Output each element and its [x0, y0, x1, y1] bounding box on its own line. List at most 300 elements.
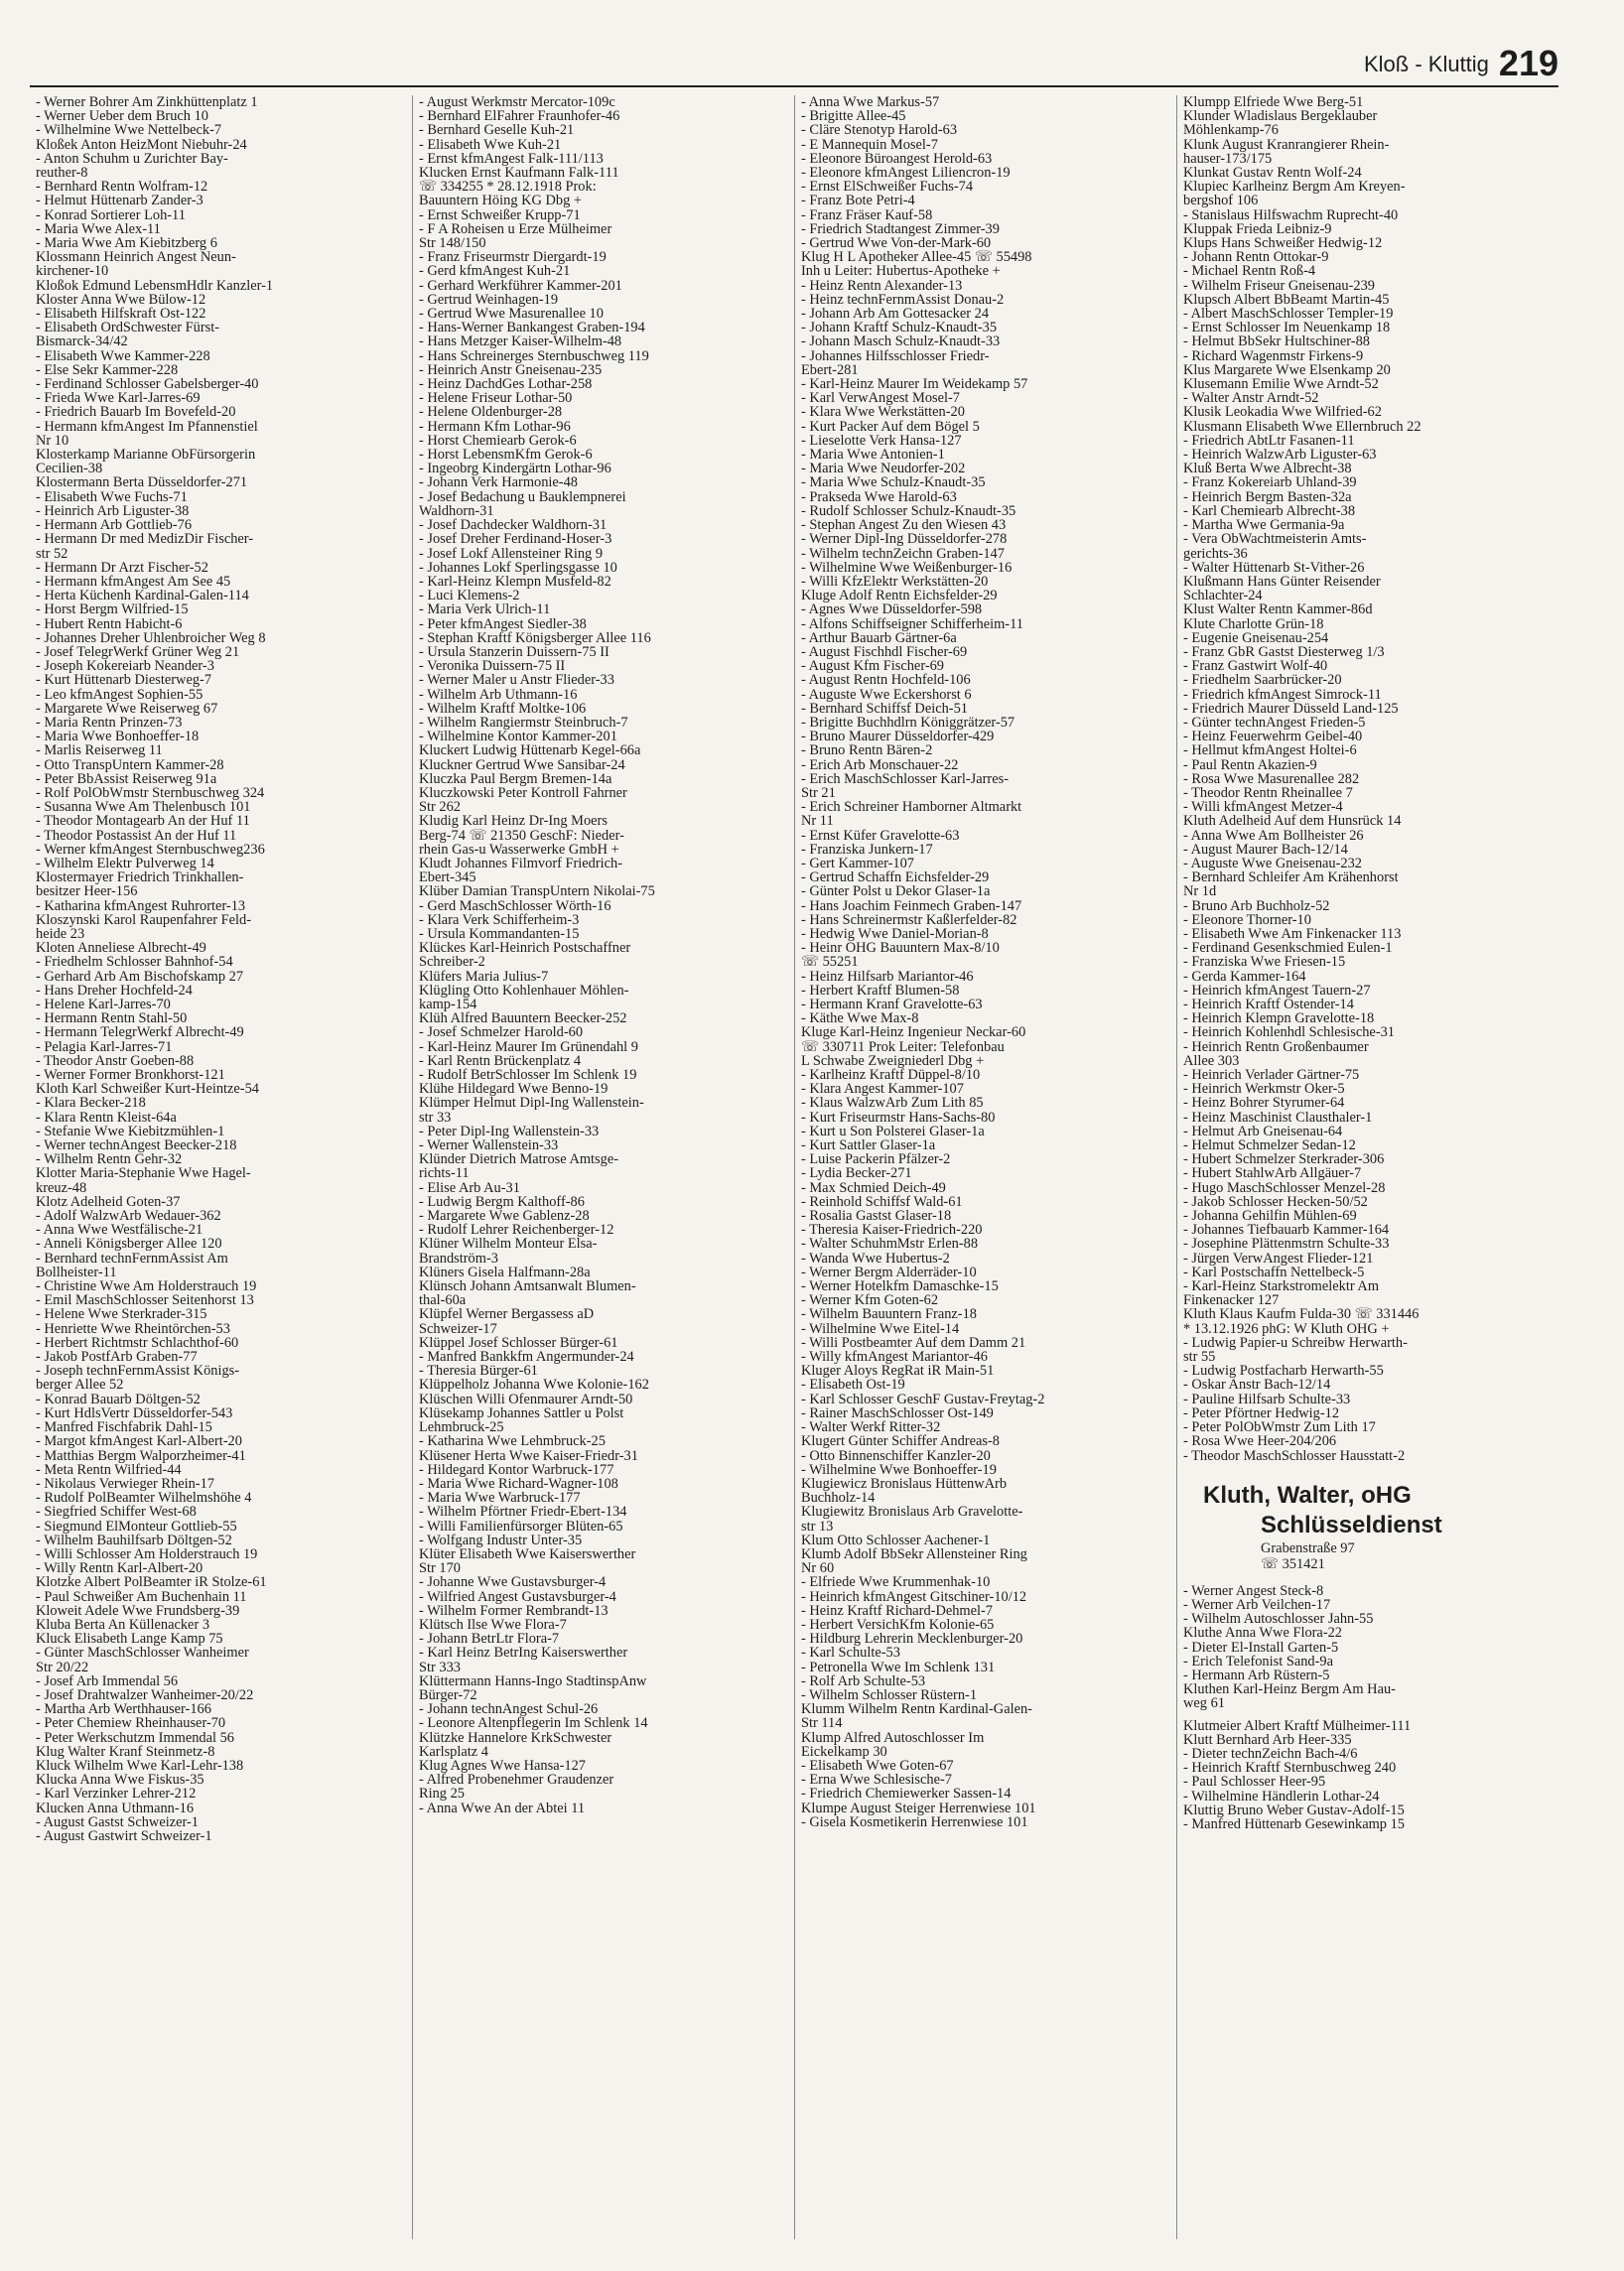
directory-entry: Karlsplatz 4	[419, 1744, 488, 1759]
directory-entry: Kloßok Edmund LebensmHdlr Kanzler-1	[36, 278, 274, 293]
directory-entry: - Jakob PostfArb Graben-77	[36, 1350, 198, 1365]
directory-entry: - Bernhard Geselle Kuh-21	[419, 123, 575, 138]
directory-entry: Nr 10	[36, 433, 69, 449]
directory-entry: - Pauline Hilfsarb Schulte-33	[1183, 1392, 1351, 1406]
directory-entry: - Wanda Wwe Hubertus-2	[801, 1251, 950, 1266]
directory-entry: - Friedrich AbtLtr Fasanen-11	[1183, 433, 1355, 449]
directory-entry: - Johann Kraftf Schulz-Knaudt-35	[801, 321, 998, 335]
directory-entry: weg 61	[1183, 1696, 1225, 1711]
directory-entry: heide 23	[36, 926, 85, 942]
directory-entry: Kludig Karl Heinz Dr-Ing Moers	[419, 814, 608, 829]
directory-entry: - Heinz Kraftf Richard-Dehmel-7	[801, 1603, 993, 1618]
directory-entry: - Karl VerwAngest Mosel-7	[801, 391, 960, 406]
directory-entry: - Peter Pförtner Hedwig-12	[1183, 1405, 1340, 1421]
directory-entry: - Wilhelm Pförtner Friedr-Ebert-134	[419, 1505, 627, 1520]
directory-entry: - Wilfried Angest Gustavsburger-4	[419, 1589, 616, 1604]
directory-entry: Kluth Klaus Kaufm Fulda-30 ☏ 331446	[1183, 1307, 1420, 1322]
directory-entry: - Reinhold Schiffsf Wald-61	[801, 1194, 963, 1210]
directory-entry: - Hans Schreinermstr Kaßlerfelder-82	[801, 912, 1017, 927]
directory-entry: Klug H L Apotheker Allee-45 ☏ 55498	[801, 250, 1032, 265]
directory-entry: - Josef Dachdecker Waldhorn-31	[419, 518, 608, 533]
directory-entry: - Paul Schweißer Am Buchenhain 11	[36, 1589, 247, 1604]
directory-entry: Ring 25	[419, 1787, 465, 1802]
directory-entry: Klütsch Ilse Wwe Flora-7	[419, 1617, 567, 1633]
directory-entry: - Frieda Wwe Karl-Jarres-69	[36, 391, 201, 406]
directory-entry: Kloßek Anton HeizMont Niebuhr-24	[36, 137, 247, 152]
directory-entry: - Elisabeth Wwe Fuchs-71	[36, 489, 188, 504]
directory-entry: - Ursula Kommandanten-15	[419, 926, 580, 942]
directory-entry: - Matthias Bergm Walporzheimer-41	[36, 1448, 246, 1463]
advert-title: Kluth, Walter, oHG	[1203, 1481, 1412, 1509]
directory-entry: - Maria Wwe Neudorfer-202	[801, 462, 966, 476]
directory-entry: Klüttermann Hanns-Ingo StadtinspAnw	[419, 1673, 647, 1688]
directory-entry: Kluck Wilhelm Wwe Karl-Lehr-138	[36, 1758, 244, 1774]
directory-entry: - Gerhard Arb Am Bischofskamp 27	[36, 969, 244, 984]
directory-entry: - Herbert Richtmstr Schlachthof-60	[36, 1335, 239, 1351]
directory-entry: - Heinrich Rentn Großenbaumer	[1183, 1039, 1369, 1054]
directory-entry: - Anton Schuhm u Zurichter Bay-	[36, 151, 228, 167]
directory-entry: - Eleonore Büroangest Herold-63	[801, 151, 993, 167]
directory-entry: Schlachter-24	[1183, 589, 1263, 603]
directory-entry: - Herbert Kraftf Blumen-58	[801, 983, 960, 998]
directory-entry: - Margarete Wwe Gablenz-28	[419, 1209, 590, 1224]
directory-entry: - Bernhard technFernmAssist Am	[36, 1251, 228, 1266]
directory-entry: Ebert-345	[419, 870, 476, 885]
directory-entry: - Johanna Gehilfin Mühlen-69	[1183, 1209, 1357, 1224]
directory-entry: - Heinz Rentn Alexander-13	[801, 278, 963, 293]
directory-entry: - Brigitte Buchhdlrn Königgrätzer-57	[801, 715, 1015, 731]
directory-entry: Kluczka Paul Bergm Bremen-14a	[419, 771, 612, 786]
directory-entry: Klusik Leokadia Wwe Wilfried-62	[1183, 405, 1382, 420]
directory-entry: - August Kfm Fischer-69	[801, 659, 945, 674]
directory-entry: - Adolf WalzwArb Wedauer-362	[36, 1209, 221, 1224]
directory-entry: - Wilhelm Schlosser Rüstern-1	[801, 1687, 978, 1703]
directory-entry: Klugiewitz Bronislaus Arb Gravelotte-	[801, 1505, 1023, 1520]
directory-entry: Klucka Anna Wwe Fiskus-35	[36, 1773, 204, 1788]
directory-entry: - Werner Former Bronkhorst-121	[36, 1068, 225, 1083]
directory-entry: - Johanne Wwe Gustavsburger-4	[419, 1575, 607, 1590]
directory-entry: - Jürgen VerwAngest Flieder-121	[1183, 1251, 1374, 1266]
directory-entry: Klumpe August Steiger Herrenwiese 101	[801, 1801, 1036, 1815]
directory-entry: - Rosalia Gastst Glaser-18	[801, 1209, 952, 1224]
directory-entry: - August Werkmstr Mercator-109c	[419, 95, 615, 110]
directory-entry: - Hugo MaschSchlosser Menzel-28	[1183, 1180, 1386, 1195]
directory-entry: - Max Schmied Deich-49	[801, 1180, 946, 1195]
directory-entry: - Meta Rentn Wilfried-44	[36, 1462, 182, 1477]
directory-entry: - Günter MaschSchlosser Wanheimer	[36, 1646, 249, 1661]
directory-entry: - Peter Werkschutzm Immendal 56	[36, 1730, 234, 1745]
directory-entry: richts-11	[419, 1166, 470, 1181]
directory-entry: Klückes Karl-Heinrich Postschaffner	[419, 941, 631, 956]
directory-entry: ☏ 334255 * 28.12.1918 Prok:	[419, 180, 597, 195]
directory-entry: - Theresia Kaiser-Friedrich-220	[801, 1223, 983, 1238]
directory-entry: - Hildegard Kontor Warbruck-177	[419, 1462, 614, 1477]
directory-entry: Kloweit Adele Wwe Frundsberg-39	[36, 1603, 240, 1618]
directory-entry: Klützke Hannelore KrkSchwester	[419, 1730, 612, 1745]
directory-entry: - Stefanie Wwe Kiebitzmühlen-1	[36, 1124, 225, 1139]
directory-entry: - Siegmund ElMonteur Gottlieb-55	[36, 1519, 237, 1534]
running-head: Kloß - Kluttig	[1363, 52, 1489, 76]
directory-entry: - Willi Familienfürsorger Blüten-65	[419, 1519, 623, 1534]
directory-entry: - Werner Hotelkfm Damaschke-15	[801, 1279, 999, 1294]
directory-entry: Klumpp Elfriede Wwe Berg-51	[1183, 95, 1364, 110]
directory-entry: - Siegfried Schiffer West-68	[36, 1505, 197, 1520]
directory-entry: Klüppel Josef Schlosser Bürger-61	[419, 1335, 618, 1351]
directory-entry: - Heinz DachdGes Lothar-258	[419, 377, 593, 392]
directory-entry: - Theodor MaschSchlosser Hausstatt-2	[1183, 1448, 1406, 1463]
advert-subtitle: Schlüsseldienst	[1261, 1511, 1442, 1538]
directory-entry: - Elise Arb Au-31	[419, 1180, 520, 1195]
directory-entry: - Werner Dipl-Ing Düsseldorfer-278	[801, 532, 1008, 547]
directory-entry: - Michael Rentn Roß-4	[1183, 264, 1316, 279]
directory-entry: - Gertrud Weinhagen-19	[419, 292, 559, 308]
directory-entry: - Franziska Wwe Friesen-15	[1183, 955, 1346, 970]
directory-entry: - Günter technAngest Frieden-5	[1183, 715, 1366, 731]
directory-entry: - Rolf Arb Schulte-53	[801, 1673, 926, 1688]
directory-entry: Brandström-3	[419, 1251, 498, 1266]
directory-entry: - Horst Bergm Wilfried-15	[36, 602, 189, 617]
directory-entry: - Ferdinand Gesenkschmied Eulen-1	[1183, 941, 1393, 956]
directory-entry: - Ursula Stanzerin Duissern-75 II	[419, 644, 609, 660]
directory-entry: - Rudolf BetrSchlosser Im Schlenk 19	[419, 1068, 637, 1083]
directory-entry: Kloth Karl Schweißer Kurt-Heintze-54	[36, 1082, 259, 1097]
directory-entry: - Lydia Becker-271	[801, 1166, 912, 1181]
directory-entry: - Josef Schmelzer Harold-60	[419, 1025, 584, 1040]
directory-entry: - Werner Bohrer Am Zinkhüttenplatz 1	[36, 95, 258, 110]
directory-entry: - Gertrud Wwe Masurenallee 10	[419, 307, 604, 322]
directory-entry: - Martha Wwe Germania-9a	[1183, 518, 1345, 533]
directory-entry: Klüner Wilhelm Monteur Elsa-	[419, 1237, 598, 1252]
directory-entry: - Konrad Bauarb Döltgen-52	[36, 1392, 201, 1406]
directory-entry: - Karlheinz Kraftf Düppel-8/10	[801, 1068, 981, 1083]
directory-entry: - Albert MaschSchlosser Templer-19	[1183, 307, 1394, 322]
directory-entry: reuther-8	[36, 166, 88, 181]
directory-entry: Klucken Anna Uthmann-16	[36, 1801, 195, 1815]
directory-entry: - Hermann Arb Gottlieb-76	[36, 518, 193, 533]
page-header	[1364, 34, 1558, 83]
directory-entry: - Josef TelegrWerkf Grüner Weg 21	[36, 644, 240, 660]
directory-entry: - Stephan Kraftf Königsberger Allee 116	[419, 630, 651, 645]
directory-entry: - Else Sekr Kammer-228	[36, 362, 179, 378]
directory-entry: - Erich Telefonist Sand-9a	[1183, 1654, 1333, 1669]
directory-entry: - Heinrich Anstr Gneisenau-235	[419, 362, 603, 378]
directory-entry: - Veronika Duissern-75 II	[419, 659, 566, 674]
directory-entry: Klugert Günter Schiffer Andreas-8	[801, 1434, 1000, 1449]
directory-entry: - Herta Küchenh Kardinal-Galen-114	[36, 589, 249, 603]
directory-entry: - Werner Kfm Goten-62	[801, 1293, 939, 1308]
directory-entry: - Hermann Kranf Gravelotte-63	[801, 998, 983, 1012]
directory-entry: - Franz Fräser Kauf-58	[801, 207, 933, 222]
directory-entry: str 55	[1183, 1350, 1216, 1365]
directory-entry: - Elisabeth Hilfskraft Ost-122	[36, 307, 206, 322]
directory-entry: - Horst Chemiearb Gerok-6	[419, 433, 577, 449]
directory-entry: - Käthe Wwe Max-8	[801, 1011, 919, 1026]
directory-entry: - Hermann TelegrWerkf Albrecht-49	[36, 1025, 244, 1040]
directory-entry: - Anna Wwe Markus-57	[801, 95, 940, 110]
directory-entry: Klump Alfred Autoschlosser Im	[801, 1730, 985, 1745]
directory-entry: - Manfred Fischfabrik Dahl-15	[36, 1420, 212, 1435]
directory-entry: - Walter Hüttenarb St-Vither-26	[1183, 560, 1365, 575]
directory-entry: - Dieter El-Install Garten-5	[1183, 1640, 1339, 1655]
directory-entry: - Otto TranspUntern Kammer-28	[36, 757, 224, 772]
directory-entry: - Stephan Angest Zu den Wiesen 43	[801, 518, 1007, 533]
directory-entry: - Ernst kfmAngest Falk-111/113	[419, 151, 604, 167]
advert-street: Grabenstraße 97	[1261, 1539, 1355, 1556]
directory-entry: - Katharina kfmAngest Ruhrorter-13	[36, 898, 246, 913]
directory-entry: - Friedrich Bauarb Im Bovefeld-20	[36, 405, 236, 420]
directory-entry: - Wilhelm technZeichn Graben-147	[801, 546, 1005, 561]
directory-entry: Berg-74 ☏ 21350 GeschF: Nieder-	[419, 828, 624, 843]
directory-entry: - Manfred Hüttenarb Gesewinkamp 15	[1183, 1816, 1405, 1832]
directory-entry: - Johannes Lokf Sperlingsgasse 10	[419, 560, 617, 575]
directory-entry: - Peter kfmAngest Siedler-38	[419, 616, 587, 631]
directory-entry: Klutmeier Albert Kraftf Mülheimer-111	[1183, 1718, 1412, 1733]
column-4	[1176, 95, 1558, 2239]
directory-entry: - Ludwig Postfacharb Herwarth-55	[1183, 1364, 1384, 1379]
directory-entry: Kluck Elisabeth Lange Kamp 75	[36, 1632, 223, 1647]
directory-entry: - Agnes Wwe Düsseldorfer-598	[801, 602, 983, 617]
directory-entry: - Marlis Reiserweg 11	[36, 743, 163, 758]
directory-entry: - Bruno Maurer Düsseldorfer-429	[801, 730, 995, 744]
directory-entry: ☏ 55251	[801, 955, 859, 970]
directory-entry: Möhlenkamp-76	[1183, 123, 1279, 138]
directory-entry: - Franz Kokereiarb Uhland-39	[1183, 475, 1357, 490]
directory-entry: - Franz Bote Petri-4	[801, 194, 915, 208]
directory-entry: - Gert Kammer-107	[801, 856, 914, 871]
directory-entry: - August Maurer Bach-12/14	[1183, 842, 1348, 857]
directory-entry: Kluthe Anna Wwe Flora-22	[1183, 1626, 1342, 1641]
directory-entry: - Hermann kfmAngest Am See 45	[36, 574, 231, 590]
directory-entry: Klutt Bernhard Arb Heer-335	[1183, 1732, 1352, 1747]
directory-entry: - Hermann Rentn Stahl-50	[36, 1011, 188, 1026]
directory-entry: - Heinz technFernmAssist Donau-2	[801, 292, 1005, 308]
directory-entry: - Theodor Rentn Rheinallee 7	[1183, 785, 1353, 801]
advertisement	[1203, 1481, 1553, 1572]
directory-entry: - Joseph Kokereiarb Neander-3	[36, 659, 214, 674]
directory-entry: - Willy kfmAngest Mariantor-46	[801, 1350, 988, 1365]
directory-entry: - Ludwig Papier-u Schreibw Herwarth-	[1183, 1335, 1408, 1351]
directory-entry: - Peter PolObWmstr Zum Lith 17	[1183, 1420, 1376, 1435]
directory-entry: - Gerd MaschSchlosser Wörth-16	[419, 898, 611, 913]
directory-entry: - Werner technAngest Beecker-218	[36, 1138, 237, 1153]
directory-entry: - Eugenie Gneisenau-254	[1183, 630, 1329, 645]
directory-entry: rhein Gas-u Wasserwerke GmbH +	[419, 842, 619, 857]
directory-entry: - Ernst Schweißer Krupp-71	[419, 207, 581, 222]
directory-entry: - Hellmut kfmAngest Holtei-6	[1183, 743, 1357, 758]
directory-entry: - Maria Verk Ulrich-11	[419, 602, 551, 617]
directory-entry: - Heinz Hilfsarb Mariantor-46	[801, 969, 974, 984]
directory-entry: - Brigitte Allee-45	[801, 109, 906, 124]
directory-entry: Str 114	[801, 1716, 843, 1731]
directory-entry: - Wilhelmine Händlerin Lothar-24	[1183, 1789, 1380, 1803]
directory-entry: - Erich Arb Monschauer-22	[801, 757, 959, 772]
directory-entry: - Jakob Schlosser Hecken-50/52	[1183, 1194, 1368, 1210]
directory-entry: Klus Margarete Wwe Elsenkamp 20	[1183, 362, 1391, 378]
directory-entry: - Alfons Schiffseigner Schifferheim-11	[801, 616, 1023, 631]
directory-entry: Schreiber-2	[419, 955, 485, 970]
directory-entry: - Kurt HdlsVertr Düsseldorfer-543	[36, 1405, 233, 1421]
directory-entry: - Bernhard ElFahrer Fraunhofer-46	[419, 109, 620, 124]
directory-entry: - Heinrich Arb Liguster-38	[36, 503, 190, 519]
directory-entry: - Susanna Wwe Am Thelenbusch 101	[36, 800, 251, 815]
directory-entry: - Peter Dipl-Ing Wallenstein-33	[419, 1124, 600, 1139]
directory-entry: Finkenacker 127	[1183, 1293, 1280, 1308]
directory-entry: - Cläre Stenotyp Harold-63	[801, 123, 958, 138]
directory-entry: Klüh Alfred Bauuntern Beecker-252	[419, 1011, 627, 1026]
directory-entry: - Werner Bergm Alderräder-10	[801, 1265, 977, 1280]
directory-entry: - August Gastst Schweizer-1	[36, 1814, 199, 1829]
directory-entry: Cecilien-38	[36, 462, 103, 476]
directory-entry: - Johann technAngest Schul-26	[419, 1702, 599, 1717]
directory-entry: - Bernhard Rentn Wolfram-12	[36, 180, 208, 195]
directory-entry: Klusemann Emilie Wwe Arndt-52	[1183, 377, 1379, 392]
directory-entry: - Wilhelm Autoschlosser Jahn-55	[1183, 1612, 1374, 1627]
directory-entry: - Rosa Wwe Masurenallee 282	[1183, 771, 1360, 786]
column-1	[30, 95, 412, 2239]
directory-entry: - Johann Rentn Ottokar-9	[1183, 250, 1329, 265]
directory-entry: - Pelagia Karl-Jarres-71	[36, 1039, 173, 1054]
directory-entry: - Rudolf Schlosser Schulz-Knaudt-35	[801, 503, 1016, 519]
directory-entry: - Auguste Wwe Eckershorst 6	[801, 687, 972, 702]
directory-entry: Klügling Otto Kohlenhauer Möhlen-	[419, 983, 629, 998]
directory-entry: - Gerd kfmAngest Kuh-21	[419, 264, 571, 279]
directory-entry: - Eleonore kfmAngest Liliencron-19	[801, 166, 1011, 181]
directory-entry: - Karl Schlosser GeschF Gustav-Freytag-2	[801, 1392, 1045, 1406]
directory-entry: - Kurt Hüttenarb Diesterweg-7	[36, 673, 212, 688]
header-rule	[30, 85, 1558, 87]
directory-entry: - Hubert StahlwArb Allgäuer-7	[1183, 1166, 1362, 1181]
directory-entry: - Wilhelm Bauuntern Franz-18	[801, 1307, 977, 1322]
directory-entry: - Johannes Tiefbauarb Kammer-164	[1183, 1223, 1390, 1238]
directory-entry: - Werner Wallenstein-33	[419, 1138, 559, 1153]
directory-entry: Klotter Maria-Stephanie Wwe Hagel-	[36, 1166, 251, 1181]
directory-entry: - Gerda Kammer-164	[1183, 969, 1306, 984]
directory-entry: Eickelkamp 30	[801, 1744, 887, 1759]
directory-entry: Kluba Berta An Küllenacker 3	[36, 1617, 210, 1633]
directory-entry: ☏ 330711 Prok Leiter: Telefonbau	[801, 1039, 1005, 1054]
directory-entry: - Werner Maler u Anstr Flieder-33	[419, 673, 614, 688]
directory-entry: Klüter Elisabeth Wwe Kaiserswerther	[419, 1546, 636, 1562]
directory-entry: - Rolf PolObWmstr Sternbuschweg 324	[36, 785, 265, 801]
directory-entry: - Luise Packerin Pfälzer-2	[801, 1152, 951, 1167]
directory-entry: Str 333	[419, 1660, 461, 1674]
directory-entry: - Klara Verk Schifferheim-3	[419, 912, 580, 927]
directory-entry: Ebert-281	[801, 362, 859, 378]
directory-entry: - Heinrich Kraftf Sternbuschweg 240	[1183, 1761, 1397, 1776]
directory-entry: - Klara Becker-218	[36, 1096, 146, 1111]
directory-entry: - Hermann Kfm Lothar-96	[419, 419, 571, 434]
directory-entry: - Helene Friseur Lothar-50	[419, 391, 573, 406]
directory-entry: - Manfred Bankkfm Angermunder-24	[419, 1350, 634, 1365]
directory-entry: - Karl Verzinker Lehrer-212	[36, 1787, 197, 1802]
directory-entry: - Helmut Hüttenarb Zander-3	[36, 194, 203, 208]
directory-entry: Klucken Ernst Kaufmann Falk-111	[419, 166, 619, 181]
directory-entry: - Erich MaschSchlosser Karl-Jarres-	[801, 771, 1009, 786]
directory-entry: Str 21	[801, 785, 836, 801]
directory-entry: - Willy Rentn Karl-Albert-20	[36, 1561, 203, 1576]
directory-entry: - Maria Wwe Alex-11	[36, 221, 161, 237]
directory-entry: - Henriette Wwe Rheintörchen-53	[36, 1321, 230, 1336]
directory-entry: - Hermann kfmAngest Im Pfannenstiel	[36, 419, 258, 434]
column-4-entries	[1183, 95, 1553, 1463]
directory-entry: - Wilhelmine Wwe Nettelbeck-7	[36, 123, 222, 138]
directory-entry: - Hildburg Lehrerin Mecklenburger-20	[801, 1632, 1023, 1647]
directory-entry: - Heinrich kfmAngest Tauern-27	[1183, 983, 1371, 998]
directory-entry: Klüschen Willi Ofenmaurer Arndt-50	[419, 1392, 633, 1406]
directory-entry: - Gerhard Werkführer Kammer-201	[419, 278, 622, 293]
directory-entry: Allee 303	[1183, 1053, 1240, 1069]
directory-entry: Kluger Aloys RegRat iR Main-51	[801, 1364, 995, 1379]
directory-entry: - Willi Postbeamter Auf dem Damm 21	[801, 1335, 1026, 1351]
directory-entry: - Karl Rentn Brückenplatz 4	[419, 1053, 582, 1069]
directory-entry: bergshof 106	[1183, 194, 1259, 208]
directory-entry: - Anna Wwe Westfälische-21	[36, 1223, 203, 1238]
directory-entry: - Peter BbAssist Reiserweg 91a	[36, 771, 217, 786]
directory-entry: Str 262	[419, 800, 461, 815]
directory-entry: - Elisabeth Wwe Kuh-21	[419, 137, 562, 152]
directory-entry	[1183, 1711, 1553, 1719]
directory-entry: - Klara Wwe Werkstätten-20	[801, 405, 965, 420]
directory-entry: - Johann Masch Schulz-Knaudt-33	[801, 334, 1001, 349]
directory-entry: - Gertrud Wwe Von-der-Mark-60	[801, 236, 992, 251]
directory-entry: - Heinrich Werkmstr Oker-5	[1183, 1082, 1345, 1097]
directory-entry: - Maria Wwe Richard-Wagner-108	[419, 1476, 618, 1492]
directory-entry: Schweizer-17	[419, 1321, 497, 1336]
directory-entry: - Franz Friseurmstr Diergardt-19	[419, 250, 607, 265]
directory-entry: - Helmut BbSekr Hultschiner-88	[1183, 334, 1370, 349]
directory-entry: - Maria Wwe Warbruck-177	[419, 1491, 581, 1506]
directory-entry: L Schwabe Zweigniederl Dbg +	[801, 1053, 985, 1069]
directory-entry: - Rainer MaschSchlosser Ost-149	[801, 1405, 994, 1421]
directory-entry: - Karl Chemiearb Albrecht-38	[1183, 503, 1356, 519]
directory-entry: Klüners Gisela Halfmann-28a	[419, 1265, 591, 1280]
directory-entry: Str 20/22	[36, 1660, 89, 1674]
directory-entry: - August Fischhdl Fischer-69	[801, 644, 968, 660]
directory-entry: - Josef Lokf Allensteiner Ring 9	[419, 546, 604, 561]
directory-entry: - Karl Heinz BetrIng Kaiserswerther	[419, 1646, 628, 1661]
directory-entry: - Friedhelm Schlosser Bahnhof-54	[36, 955, 233, 970]
directory-entry: Kluckner Gertrud Wwe Sansibar-24	[419, 757, 625, 772]
directory-entry: - Luci Klemens-2	[419, 589, 520, 603]
directory-entry: Kloszynski Karol Raupenfahrer Feld-	[36, 912, 251, 927]
directory-entry: - Walter SchuhmMstr Erlen-88	[801, 1237, 979, 1252]
directory-entry: Klunder Wladislaus Bergeklauber	[1183, 109, 1378, 124]
directory-entry: - Eleonore Thorner-10	[1183, 912, 1311, 927]
directory-entry: Kluge Adolf Rentn Eichsfelder-29	[801, 589, 998, 603]
directory-entry: - Heinrich Klempn Gravelotte-18	[1183, 1011, 1375, 1026]
directory-entry: Klum Otto Schlosser Aachener-1	[801, 1533, 991, 1547]
directory-entry: Kloster Anna Wwe Bülow-12	[36, 292, 206, 308]
directory-entry: Klüber Damian TranspUntern Nikolai-75	[419, 884, 655, 899]
directory-entry: - Kurt Friseurmstr Hans-Sachs-80	[801, 1110, 996, 1125]
directory-entry: Klunkat Gustav Rentn Wolf-24	[1183, 166, 1362, 181]
directory-entry: Klünder Dietrich Matrose Amtsge-	[419, 1152, 619, 1167]
directory-entry: Inh u Leiter: Hubertus-Apotheke +	[801, 264, 1001, 279]
directory-entry: kirchener-10	[36, 264, 109, 279]
directory-entry: Klüfers Maria Julius-7	[419, 969, 549, 984]
directory-entry: - Wilhelm Former Rembrandt-13	[419, 1603, 609, 1618]
directory-entry: - Josef Arb Immendal 56	[36, 1673, 179, 1688]
directory-entry: - Klara Rentn Kleist-64a	[36, 1110, 177, 1125]
directory-entry: - Theodor Montagearb An der Huf 11	[36, 814, 250, 829]
directory-entry: - Helmut Schmelzer Sedan-12	[1183, 1138, 1356, 1153]
directory-entry: - August Rentn Hochfeld-106	[801, 673, 971, 688]
directory-entry: - Wilhelm Kraftf Moltke-106	[419, 701, 587, 716]
directory-entry: Nr 60	[801, 1561, 835, 1576]
directory-entry: - Paul Rentn Akazien-9	[1183, 757, 1317, 772]
directory-entry: Klumm Wilhelm Rentn Kardinal-Galen-	[801, 1702, 1032, 1717]
directory-entry: - Hans-Werner Bankangest Graben-194	[419, 321, 645, 335]
